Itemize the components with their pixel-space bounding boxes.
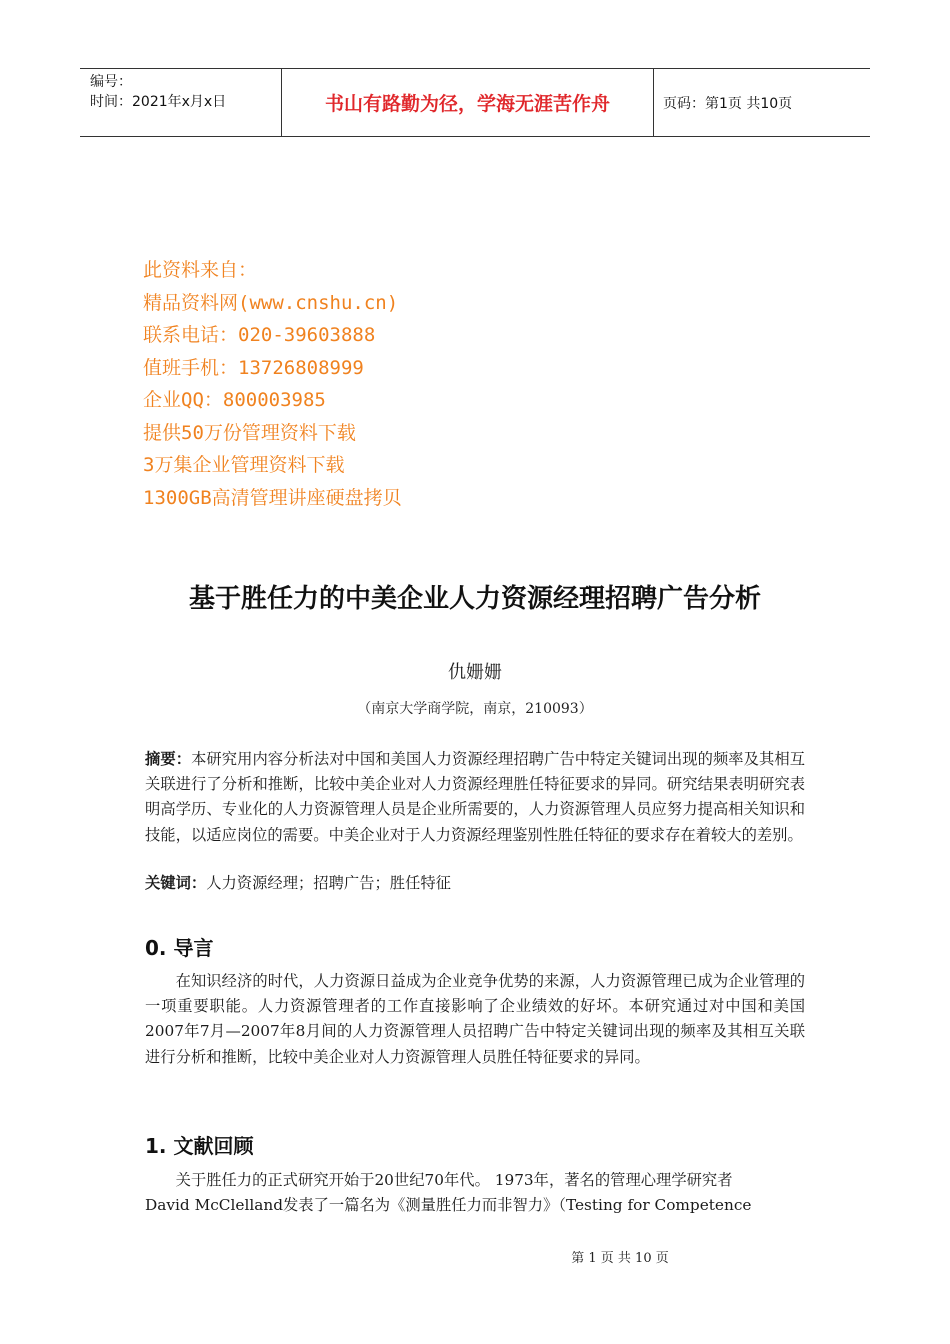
advert-line: 值班手机：13726808999 <box>143 356 364 379</box>
source-advert-block <box>143 254 402 514</box>
abstract-label: 摘要： <box>145 750 192 768</box>
document-number-label: 编号： <box>90 74 132 90</box>
advert-line: 3万集企业管理资料下载 <box>143 454 345 476</box>
abstract-paragraph <box>145 747 805 848</box>
advert-line: 提供50万份管理资料下载 <box>143 421 356 444</box>
advert-line: 1300GB高清管理讲座硬盘拷贝 <box>143 486 402 509</box>
advert-line: 此资料来自： <box>143 259 258 281</box>
header-motto-cell <box>281 69 654 136</box>
page-footer: 第 1 页 共 10 页 <box>571 1251 669 1266</box>
section-heading-introduction: 0. 导言 <box>145 936 214 960</box>
header-table <box>80 68 870 137</box>
section-heading-literature-review: 1. 文献回顾 <box>145 1134 254 1158</box>
introduction-paragraph: 在知识经济的时代，人力资源日益成为企业竞争优势的来源，人力资源管理已成为企业管理的一项重要职能。人力资源管理者的工作直接影响了企业绩效的好坏。本研究通过对中国和美国2007年7月—2007年8月间的人力资源管理人员招聘广告中特定关键词出现的频率及其相互关联进行分析和推断，比较中美企业对人力资源管理人员胜任特征要求的异同。 <box>145 972 805 1066</box>
paper-affiliation: （南京大学商学院，南京，210093） <box>357 701 593 717</box>
literature-review-line: 关于胜任力的正式研究开始于20世纪70年代。 1973年，著名的管理心理学研究者 <box>175 1171 733 1189</box>
abstract-text: 本研究用内容分析法对中国和美国人力资源经理招聘广告中特定关键词出现的频率及其相互关联进行了分析和推断，比较中美企业对人力资源经理胜任特征要求的异同。研究结果表明研究表明高学历、专业化的人力资源管理人员是企业所需要的，人力资源管理人员应努力提高相关知识和技能，以适应岗位的需要。中美企业对于人力资源经理鉴别性胜任特征的要求存在着较大的差别。 <box>145 750 805 844</box>
document-time-label: 时间：2021年x月x日 <box>90 94 227 110</box>
paper-author: 仇姗姗 <box>448 662 502 683</box>
advert-line: 企业QQ：800003985 <box>143 389 326 411</box>
keywords-label: 关键词： <box>145 874 207 892</box>
literature-review-line: David McClelland发表了一篇名为《测量胜任力而非智力》（Testing for Competence <box>145 1196 752 1214</box>
header-page-cell <box>653 69 870 136</box>
advert-line: 联系电话：020-39603888 <box>143 324 376 346</box>
header-motto: 书山有路勤为径，学海无涯苦作舟 <box>324 93 610 115</box>
advert-line: 精品资料网(www.cnshu.cn) <box>143 291 399 314</box>
header-page-code: 页码：第1页 共10页 <box>663 95 793 112</box>
paper-title: 基于胜任力的中美企业人力资源经理招聘广告分析 <box>188 584 761 614</box>
keywords-paragraph <box>145 871 805 896</box>
header-meta-cell <box>80 69 280 136</box>
keywords-text: 人力资源经理；招聘广告；胜任特征 <box>206 874 451 892</box>
